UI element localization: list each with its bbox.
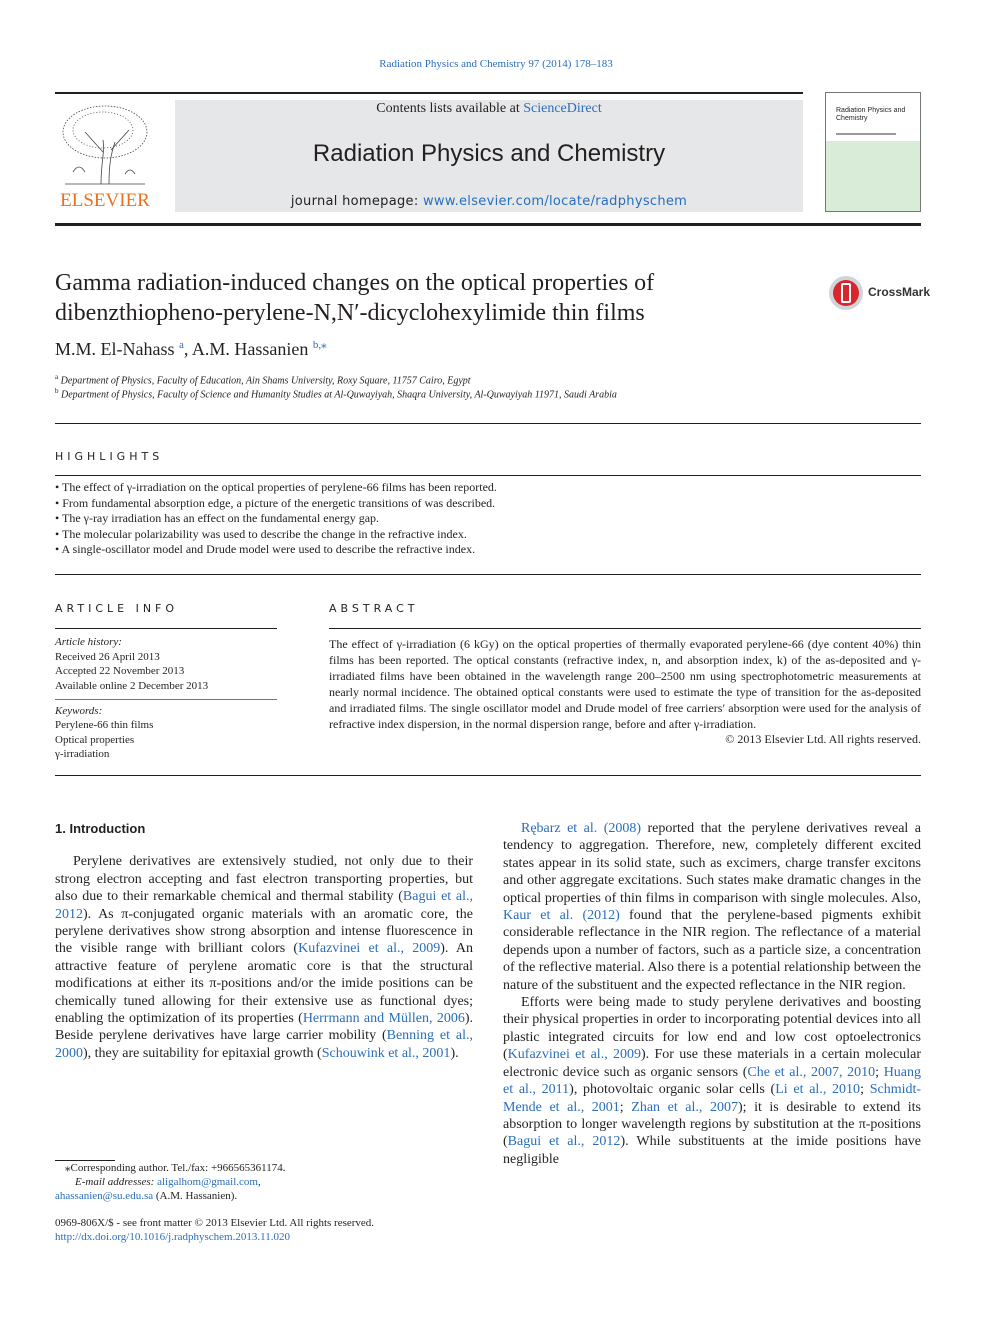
cover-art (826, 141, 920, 211)
abstract-text: The effect of γ-irradiation (6 kGy) on the optical properties of thermally evaporated perylene-66 (dye content 40%) thin films has been reported. The optical constants (refractive index, n, and absorption index, k) of the as-deposited and γ-irradiated films have been obtained in the wavelength range 200–2500 nm using spectrophotometric measurements at nearly normal incidence. The obtained optical constants were used to estimate the type of transition for the as-deposited and irradiated films. The single oscillator model and Drude model of free carriers′ absorption were used for the analysis of refractive index dispersion, in the normal dispersion range, before and after γ-irradiation. (329, 637, 921, 731)
author-2-affil[interactable]: b,⁎ (312, 339, 327, 351)
journal-cover-thumbnail[interactable] (825, 92, 921, 212)
citation-link[interactable]: Herrmann and Müllen, 2006 (302, 1011, 465, 1027)
affiliation-a (55, 373, 471, 386)
article-info-heading: ARTICLE INFO (55, 602, 179, 615)
front-matter-copyright (55, 1216, 473, 1244)
article-info (55, 602, 277, 762)
citation-link[interactable]: Schouwink et al., 2001 (321, 1045, 451, 1061)
abstract-rule (329, 628, 921, 629)
journal-reference[interactable]: Radiation Physics and Chemistry 97 (2014) 178–183 (379, 58, 613, 70)
online-date: Available online 2 December 2013 (55, 679, 209, 692)
highlight-item: • The γ-ray irradiation has an effect on the fundamental energy gap. (55, 511, 380, 526)
citation-link[interactable]: Che et al., 2007, 2010 (747, 1064, 876, 1080)
keyword: Perylene-66 thin films (55, 719, 154, 731)
highlight-item: • The molecular polarizability was used to describe the change in the refractive index. (55, 526, 467, 541)
title-line-2: dibenzthiopheno-perylene-N,N′-dicyclohexylimide thin films (55, 300, 645, 326)
highlights-bottom-rule (55, 574, 921, 575)
corresponding-footnote: ⁎Corresponding author. Tel./fax: +966565361174. E-mail addresses: aligalhom@gmail.com, ahassanien@su.edu.sa (A.M. Hassanien). (55, 1161, 473, 1203)
citation-link[interactable]: Bagui et al., 2012 (55, 889, 473, 922)
affiliation-b (55, 387, 617, 400)
body-right-column (503, 820, 921, 1168)
highlights-rule (55, 475, 921, 476)
journal-title: Radiation Physics and Chemistry (312, 140, 666, 167)
affiliation-a-marker: a (55, 373, 59, 381)
abstract-copyright: © 2013 Elsevier Ltd. All rights reserved. (725, 732, 921, 746)
intro-paragraph-2: Rębarz et al. (2008) reported that the perylene derivatives reveal a tendency to aggregation. Therefore, new, completely different excited states appear in its solid state, such as excimers, charge transfer excitons and other aggregate excitations. Such states make dramatic changes in the optical properties of thin films in comparison with single molecules. Also, Kaur et al. (2012) found that the perylene-based pigments exhibit considerable reflectance in the NIR region. The reflectance of a material depends upon a number of factors, such as a particle size, a concentration of the reflective material. Also there is a potential relationship between the nature of the substituent and the expected reflectance in the NIR region. (503, 821, 921, 993)
citation-link[interactable]: Benning et al., 2000 (55, 1028, 474, 1061)
citation-link[interactable]: Schmidt-Mende et al., 2001 (503, 1082, 922, 1115)
header-top-rule (55, 92, 803, 94)
homepage-prefix: journal homepage: (290, 194, 423, 209)
crossmark-label: CrossMark (868, 285, 931, 299)
author-list (55, 338, 327, 360)
accepted-date: Accepted 22 November 2013 (55, 665, 185, 677)
citation-link[interactable]: Rębarz et al. (2008) (521, 821, 642, 836)
crossmark-badge[interactable] (828, 275, 931, 311)
corresponding-author: ⁎Corresponding author. Tel./fax: +966565361174. (65, 1162, 286, 1174)
highlights-top-rule (55, 423, 921, 424)
keyword: Optical properties (55, 733, 135, 746)
highlight-item: • From fundamental absorption edge, a picture of the energetic transitions of was described. (55, 495, 496, 510)
crossmark-icon (828, 275, 864, 311)
homepage-link[interactable]: www.elsevier.com/locate/radphyschem (422, 194, 688, 209)
author-2: A.M. Hassanien (191, 339, 309, 359)
cover-rule (836, 133, 896, 135)
email-label: E-mail addresses: (75, 1176, 158, 1188)
sciencedirect-link[interactable]: ScienceDirect (523, 101, 602, 116)
citation-link[interactable]: Zhan et al., 2007 (631, 1099, 738, 1115)
citation-link[interactable]: Li et al., 2010 (775, 1082, 861, 1098)
affiliation-b-marker: b (55, 387, 59, 395)
body-left-column (55, 820, 473, 1062)
section-heading-introduction: 1. Introduction (55, 821, 146, 836)
keyword: γ-irradiation (55, 748, 110, 760)
author-separator: , (183, 339, 192, 359)
email-owner: (A.M. Hassanien). (153, 1190, 238, 1202)
issn-line: 0969-806X/$ - see front matter © 2013 Elsevier Ltd. All rights reserved. (55, 1217, 375, 1229)
contents-prefix: Contents lists available at (376, 101, 524, 116)
contents-line (175, 101, 803, 117)
title-line-1: Gamma radiation-induced changes on the optical properties of (55, 270, 655, 296)
email-link[interactable]: ahassanien@su.edu.sa (55, 1190, 154, 1202)
affiliation-b-text: Department of Physics, Faculty of Science and Humanity Studies at Al-Quwayiyah, Shaqra University, Al-Quwayiyah 11971, Saudi Arabia (61, 389, 617, 401)
citation-link[interactable]: Kaur et al. (2012) (503, 908, 620, 924)
header-bottom-rule (55, 223, 921, 226)
received-date: Received 26 April 2013 (55, 650, 160, 663)
abstract-heading: ABSTRACT (329, 602, 419, 615)
journal-homepage (175, 194, 803, 209)
elsevier-wordmark: ELSEVIER (60, 190, 150, 211)
highlights-list (55, 480, 921, 558)
citation-link[interactable]: Kufazvinei et al., 2009 (298, 941, 441, 957)
intro-paragraph-1: Perylene derivatives are extensively studied, not only due to their strong electron accepting and fast electron transporting properties, but also due to their remarkable chemical and thermal stability (Bagui et al., 2012). As π-conjugated organic materials with an aromatic core, the perylene derivatives show strong absorption and intense fluorescence in the visible range with brilliant colors (Kufazvinei et al., 2009). An attractive feature of perylene aromatic core is that the structural modifications at either its π-positions and/or the imide positions can be chemically tuned allowing for their extensive use as functional dyes; enabling the optimization of its properties (Herrmann and Müllen, 2006). Beside perylene derivatives have large carrier mobility (Benning et al., 2000), they are suitability for epitaxial growth (Schouwink et al., 2001). (55, 854, 474, 1061)
author-1: M.M. El-Nahass (55, 339, 175, 359)
intro-paragraph-3: Efforts were being made to study perylene derivatives and boosting their physical properties in order to incorporating potential devices into all plastic integrated circuits for low end and low cost optoelectronics (Kufazvinei et al., 2009). For use these materials in a certain molecular electronic device such as organic sensors (Che et al., 2007, 2010; Huang et al., 2011), photovoltaic organic solar cells (Li et al., 2010; Schmidt-Mende et al., 2001; Zhan et al., 2007); it is desirable to extend its absorption to longer wavelength regions by substitution at the π-positions (Bagui et al., 2012). While substituents at the imide positions have negligible (503, 995, 922, 1167)
citation-link[interactable]: Kufazvinei et al., 2009 (507, 1047, 642, 1063)
doi-link[interactable]: http://dx.doi.org/10.1016/j.radphyschem.2013.11.020 (55, 1231, 290, 1243)
abstract (329, 602, 921, 747)
highlights-heading: HIGHLIGHTS (55, 450, 164, 463)
citation-link[interactable]: Bagui et al., 2012 (507, 1134, 621, 1150)
history-label: Article history: (55, 636, 122, 648)
author-1-affil[interactable]: a (179, 339, 184, 351)
article-title (55, 268, 795, 328)
affiliation-a-text: Department of Physics, Faculty of Education, Ain Shams University, Roxy Square, 11757 Cairo, Egypt (60, 375, 471, 387)
keywords-rule (55, 699, 277, 700)
highlight-item: • A single-oscillator model and Drude model were used to describe the refractive index. (55, 542, 476, 557)
highlight-item: • The effect of γ-irradiation on the optical properties of perylene-66 films has been reported. (55, 480, 497, 494)
email-link[interactable]: aligalhom@gmail.com (157, 1176, 258, 1188)
front-matter-bottom-rule (55, 775, 921, 776)
citation-link[interactable]: Huang et al., 2011 (503, 1064, 922, 1098)
elsevier-tree-logo (55, 102, 155, 188)
article-info-rule (55, 628, 277, 629)
keywords-label: Keywords: (55, 704, 103, 717)
cover-title: Radiation Physics and Chemistry (836, 107, 906, 122)
